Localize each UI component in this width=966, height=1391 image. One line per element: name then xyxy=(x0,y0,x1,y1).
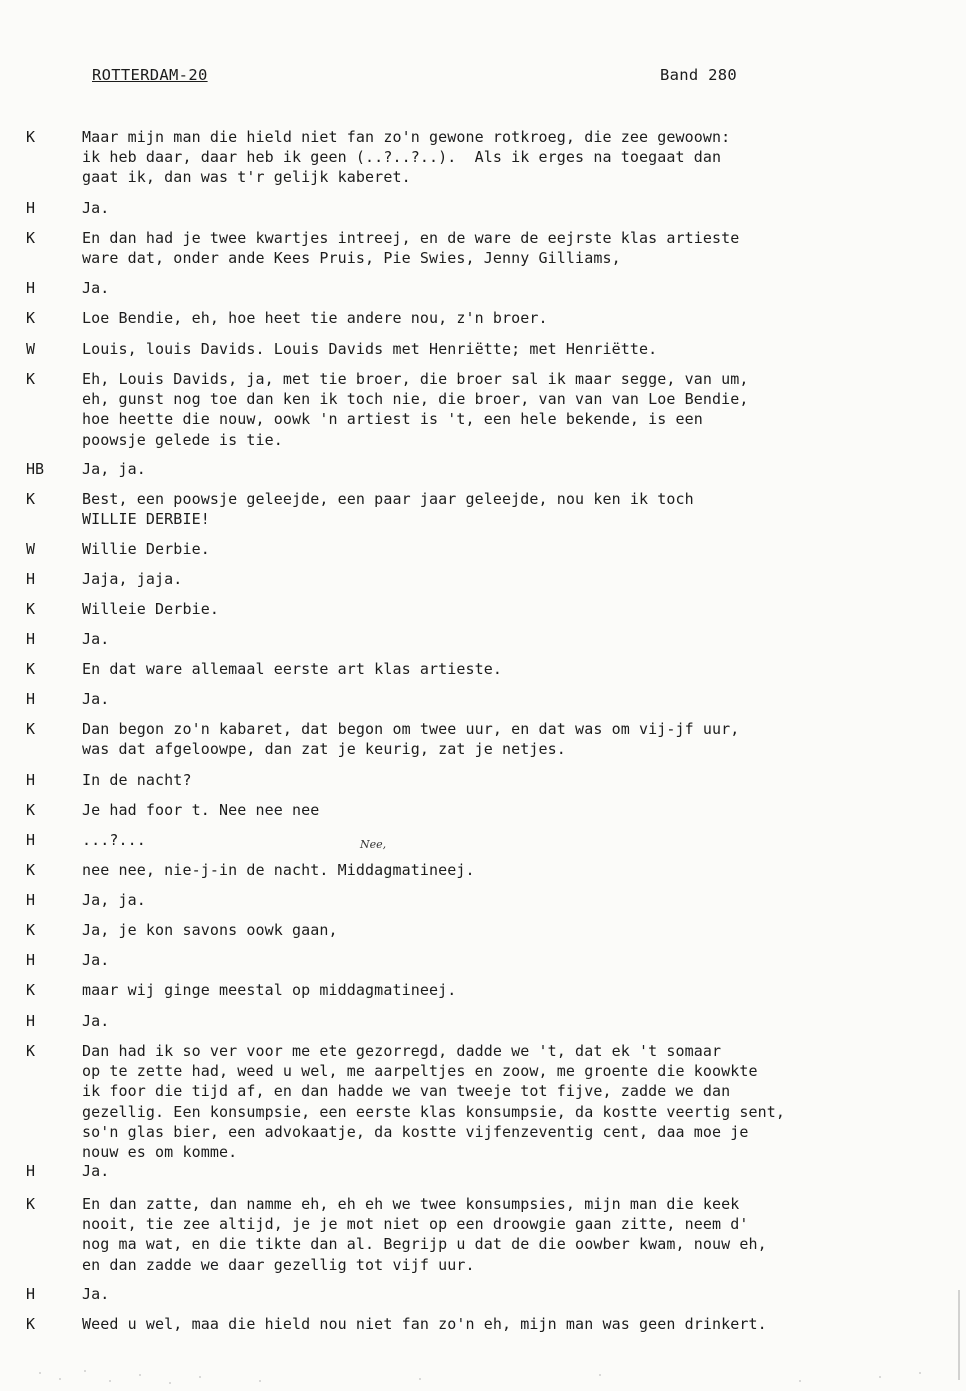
speaker-label: H xyxy=(26,1012,36,1030)
speech-text: Ja, ja. xyxy=(82,891,146,909)
speaker-label: K xyxy=(26,801,36,819)
speech-text: Ja, je kon savons oowk gaan, xyxy=(82,921,338,939)
speech-text: Dan begon zo'n kabaret, dat begon om twee uur, en dat was om vij-jf uur, was dat afgeloowpe, dan zat je keurig, zat je netjes. xyxy=(82,720,740,759)
speech-text: Ja. xyxy=(82,1162,110,1180)
scan-noise xyxy=(0,1351,966,1391)
speech-text: Ja. xyxy=(82,1285,110,1303)
speech-text: Ja. xyxy=(82,199,110,217)
speech-text: En dan had je twee kwartjes intreej, en de ware de eejrste klas artieste ware dat, onder ande Kees Pruis, Pie Swies, Jenny Gilliams, xyxy=(82,229,740,268)
speaker-label: K xyxy=(26,229,36,247)
speech-text: Weed u wel, maa die hield nou niet fan zo'n eh, mijn man was geen drinkert. xyxy=(82,1315,767,1333)
speech-text: En dan zatte, dan namme eh, eh eh we twee konsumpsies, mijn man die keek nooit, tie zee altijd, je je mot niet op een droowgie gaan zitte, neem d' nog ma wat, en die tikte dan al. Begrijp u dat de die oowber kwam, nouw eh, en dan zadde we daar gezellig tot vijf uur. xyxy=(82,1195,767,1274)
speaker-label: H xyxy=(26,1162,36,1180)
speaker-label: H xyxy=(26,690,36,708)
speech-text: Ja, ja. xyxy=(82,460,146,478)
speaker-label: K xyxy=(26,720,36,738)
speech-text: Ja. xyxy=(82,279,110,297)
speech-text: En dat ware allemaal eerste art klas artieste. xyxy=(82,660,503,678)
speaker-label: H xyxy=(26,570,36,588)
speech-text: Ja. xyxy=(82,690,110,708)
speech-text: ...?... xyxy=(82,831,146,849)
speaker-label: W xyxy=(26,340,36,358)
speaker-label: H xyxy=(26,279,36,297)
speech-text: Willie Derbie. xyxy=(82,540,210,558)
speaker-label: K xyxy=(26,370,36,388)
speech-text: Ja. xyxy=(82,1012,110,1030)
speaker-label: K xyxy=(26,128,36,146)
speaker-label: H xyxy=(26,891,36,909)
speech-text: Best, een poowsje geleejde, een paar jaar geleejde, nou ken ik toch WILLIE DERBIE! xyxy=(82,490,694,529)
speech-text: Je had foor t. Nee nee nee xyxy=(82,801,320,819)
speaker-label: H xyxy=(26,951,36,969)
speaker-label: K xyxy=(26,1042,36,1060)
speaker-label: K xyxy=(26,981,36,999)
speech-text: Maar mijn man die hield niet fan zo'n gewone rotkroeg, die zee gewoown: ik heb daar, daar heb ik geen (..?..?..). Als ik erges na toegaat dan gaat ik, dan was t'r gelijk kaberet. xyxy=(82,128,731,187)
speaker-label: H xyxy=(26,630,36,648)
speaker-label: K xyxy=(26,600,36,618)
speaker-label: K xyxy=(26,309,36,327)
speech-text: Dan had ik so ver voor me ete gezorregd, dadde we 't, dat ek 't somaar op te zette had, weed u wel, me aarpeltjes en zoow, me groente die koowkte ik foor die tijd af, en dan hadde we van tweeje tot fijve, zadde we dan gezellig. Een konsumpsie, een eerste klas konsumpsie, da kostte veertig sent, so'n glas bier, een advokaatje, da kostte vijfenzeventig cent, daa moe je nouw es om komme. xyxy=(82,1042,786,1162)
speaker-label: K xyxy=(26,1195,36,1213)
speech-text: Jaja, jaja. xyxy=(82,570,183,588)
speech-text: In de nacht? xyxy=(82,771,192,789)
speaker-label: H xyxy=(26,1285,36,1303)
speech-text: nee nee, nie-j-in de nacht. Middagmatineej. xyxy=(82,861,475,879)
speaker-label: W xyxy=(26,540,36,558)
speaker-label: H xyxy=(26,831,36,849)
speaker-label: H xyxy=(26,199,36,217)
speaker-label: K xyxy=(26,921,36,939)
speech-text: Ja. xyxy=(82,630,110,648)
speech-text: Loe Bendie, eh, hoe heet tie andere nou, z'n broer. xyxy=(82,309,548,327)
speech-text: Eh, Louis Davids, ja, met tie broer, die broer sal ik maar segge, van um, eh, gunst nog toe dan ken ik toch nie, die broer, van van van Loe Bendie, hoe heette die nouw, oowk 'n artiest is 't, een hele bekende, is een poowsje gelede is tie. xyxy=(82,370,749,449)
margin-note: Nee, xyxy=(360,838,387,851)
speech-text: maar wij ginge meestal op middagmatineej. xyxy=(82,981,457,999)
speaker-label: K xyxy=(26,660,36,678)
speech-text: Louis, louis Davids. Louis Davids met Henriëtte; met Henriëtte. xyxy=(82,340,658,358)
speech-text: Willeie Derbie. xyxy=(82,600,219,618)
speaker-label: K xyxy=(26,861,36,879)
speaker-label: HB xyxy=(26,460,45,478)
document-title: ROTTERDAM-20 xyxy=(92,66,208,84)
band-number: Band 280 xyxy=(660,66,738,84)
speech-text: Ja. xyxy=(82,951,110,969)
speaker-label: H xyxy=(26,771,36,789)
speaker-label: K xyxy=(26,490,36,508)
speaker-label: K xyxy=(26,1315,36,1333)
